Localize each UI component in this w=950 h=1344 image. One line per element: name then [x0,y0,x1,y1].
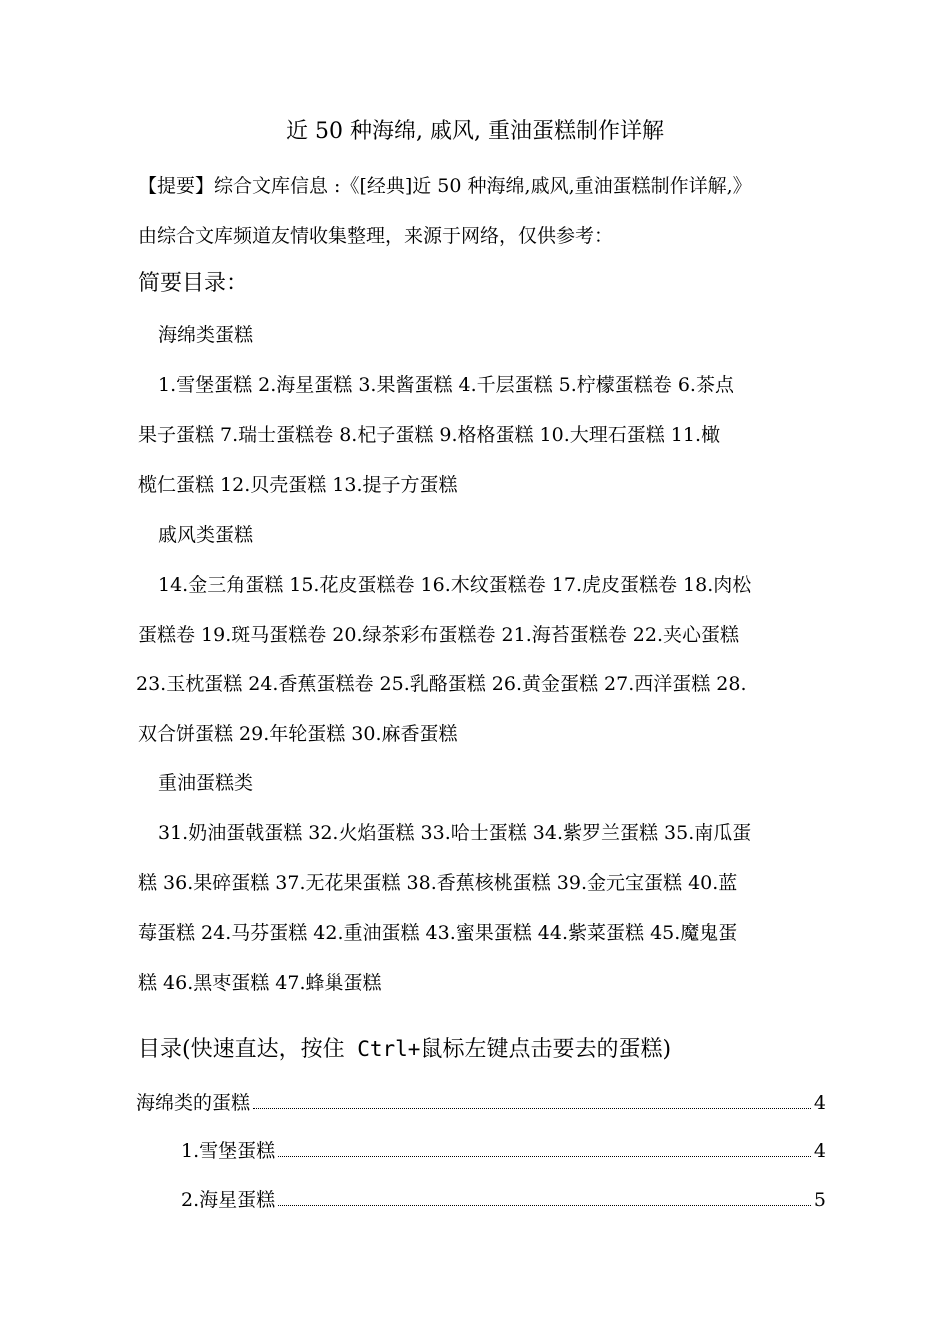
toc-heading-text: 鼠标左键点击要去的蛋糕) [420,1037,672,1062]
section-line: 莓蛋糕 24.马芬蛋糕 42.重油蛋糕 43.蜜果蛋糕 44.紫菜蛋糕 45.魔鬼蛋 [138,922,738,944]
toc-entry[interactable] [181,1136,826,1166]
brief-toc-heading: 简要目录： [138,271,249,296]
section-heading-pound: 重油蛋糕类 [158,772,254,794]
section-line: 23.玉枕蛋糕 24.香蕉蛋糕卷 25.乳酪蛋糕 26.黄金蛋糕 27.西洋蛋糕 28. [136,673,747,695]
toc-entry[interactable] [181,1185,826,1215]
summary-line: 由综合文库频道友情收集整理，来源于网络，仅供参考： [138,225,614,247]
toc-entry-page: 5 [813,1189,826,1211]
section-line: 31.奶油蛋戟蛋糕 32.火焰蛋糕 33.哈士蛋糕 34.紫罗兰蛋糕 35.南瓜蛋 [158,822,752,844]
toc-entry[interactable] [136,1088,826,1118]
section-line: 榄仁蛋糕 12.贝壳蛋糕 13.提子方蛋糕 [138,474,458,496]
section-line: 蛋糕卷 19.斑马蛋糕卷 20.绿茶彩布蛋糕卷 21.海苔蛋糕卷 22.夹心蛋糕 [138,624,740,646]
toc-entry-page: 4 [813,1140,826,1162]
toc-entry-label: 海绵类的蛋糕 [136,1092,251,1114]
toc-leader-dots [253,1108,811,1109]
toc-entry-label: 2.海星蛋糕 [181,1189,276,1211]
section-heading-sponge: 海绵类蛋糕 [158,324,254,346]
summary-line: 【提要】综合文库信息 :《[经典]近 50 种海绵,戚风,重油蛋糕制作详解,》 [138,175,752,197]
section-line: 糕 46.黑枣蛋糕 47.蜂巢蛋糕 [138,972,382,994]
toc-heading-shortcut: Ctrl+ [344,1037,421,1061]
section-line: 糕 36.果碎蛋糕 37.无花果蛋糕 38.香蕉核桃蛋糕 39.金元宝蛋糕 40.蓝 [138,872,738,894]
section-line: 14.金三角蛋糕 15.花皮蛋糕卷 16.木纹蛋糕卷 17.虎皮蛋糕卷 18.肉松 [158,574,752,596]
section-line: 果子蛋糕 7.瑞士蛋糕卷 8.杞子蛋糕 9.格格蛋糕 10.大理石蛋糕 11.橄 [138,424,721,446]
document-title: 近 50 种海绵, 戚风, 重油蛋糕制作详解 [286,119,664,144]
toc-entry-page: 4 [813,1092,826,1114]
toc-entry-label: 1.雪堡蛋糕 [181,1140,276,1162]
toc-leader-dots [278,1156,811,1157]
toc-heading-text: 目录(快速直达，按住 [138,1037,345,1062]
toc-heading [138,1033,671,1066]
toc-leader-dots [278,1205,811,1206]
section-heading-chiffon: 戚风类蛋糕 [158,524,254,546]
section-line: 1.雪堡蛋糕 2.海星蛋糕 3.果酱蛋糕 4.千层蛋糕 5.柠檬蛋糕卷 6.茶点 [158,374,734,396]
section-line: 双合饼蛋糕 29.年轮蛋糕 30.麻香蛋糕 [138,723,458,745]
